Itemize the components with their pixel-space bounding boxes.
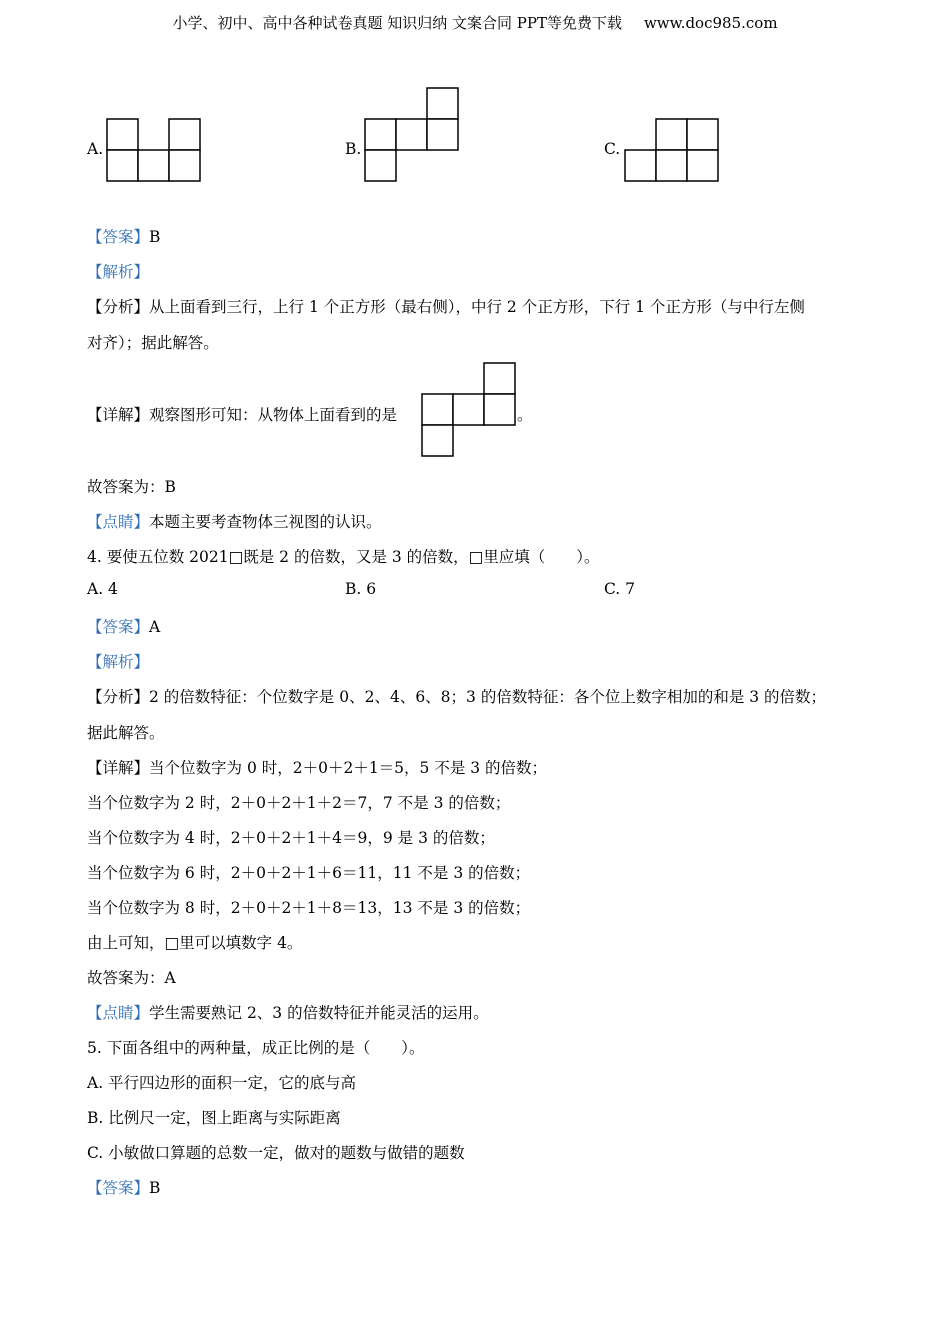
square (427, 119, 458, 150)
dianjing-tag: 【点睛】 (87, 513, 150, 531)
answer-value: B (149, 1179, 161, 1197)
square (365, 150, 396, 181)
q4-answer (87, 615, 160, 637)
square (169, 150, 200, 181)
detail-tag: 【详解】 (87, 759, 150, 777)
q3-detail-figure (421, 362, 517, 458)
q4-option-a: A. 4 (87, 580, 118, 598)
q3-option-b-figure (364, 87, 460, 183)
q3-detail-text (87, 403, 397, 425)
square (396, 119, 427, 150)
q4-analysis-tag: 【解析】 (87, 653, 150, 671)
square (169, 119, 200, 150)
q5-question: 5. 下面各组中的两种量，成正比例的是（ ）。 (87, 1039, 425, 1057)
fenxi-tag: 【分析】 (87, 688, 150, 706)
q3-dianjing (87, 510, 382, 532)
detail-text: 当个位数字为 0 时，2＋0＋2＋1＝5，5 不是 3 的倍数； (149, 759, 548, 777)
fenxi-tag: 【分析】 (87, 298, 150, 316)
header-site: www.doc985.com (643, 14, 778, 32)
q4-detail-line2: 当个位数字为 2 时，2＋0＋2＋1＋2＝7，7 不是 3 的倍数； (87, 794, 511, 812)
fenxi-text: 2 的倍数特征：个位数字是 0、2、4、6、8；3 的倍数特征：各个位上数字相加的和是 3 的倍数； (149, 688, 827, 706)
q4-conclusion: 故答案为：A (87, 969, 176, 987)
q3-fenxi-line1 (87, 295, 805, 317)
square (656, 119, 687, 150)
q5-option-c: C. 小敏做口算题的总数一定，做对的题数与做错的题数 (87, 1144, 465, 1162)
q4-fenxi-line2: 据此解答。 (87, 724, 165, 742)
q3-option-c-figure (624, 118, 720, 182)
detail-tag: 【详解】 (87, 406, 150, 424)
square (138, 150, 169, 181)
q4-fenxi-line1 (87, 685, 826, 707)
q3-analysis-tag: 【解析】 (87, 263, 150, 281)
detail-text: 观察图形可知：从物体上面看到的是 (149, 406, 398, 424)
square (365, 119, 396, 150)
q3-detail-end: 。 (517, 406, 533, 424)
answer-value: B (149, 228, 161, 246)
square (484, 394, 515, 425)
fenxi-text: 从上面看到三行，上行 1 个正方形（最右侧），中行 2 个正方形，下行 1 个正方形（与中行左侧 (149, 298, 805, 316)
q4-option-c: C. 7 (604, 580, 636, 598)
square (427, 88, 458, 119)
answer-tag: 【答案】 (87, 1179, 150, 1197)
square (422, 425, 453, 456)
square (422, 394, 453, 425)
q5-option-b: B. 比例尺一定，图上距离与实际距离 (87, 1109, 341, 1127)
dianjing-text: 学生需要熟记 2、3 的倍数特征并能灵活的运用。 (149, 1004, 489, 1022)
q3-fenxi-line2: 对齐）；据此解答。 (87, 334, 219, 352)
square (107, 150, 138, 181)
dianjing-tag: 【点睛】 (87, 1004, 150, 1022)
answer-tag: 【答案】 (87, 228, 150, 246)
answer-tag: 【答案】 (87, 618, 150, 636)
q5-answer (87, 1176, 160, 1198)
header-text: 小学、初中、高中各种试卷真题 知识归纳 文案合同 PPT等免费下载 (172, 14, 622, 32)
q4-question: 4. 要使五位数 2021□既是 2 的倍数，又是 3 的倍数，□里应填（ ）。 (87, 548, 600, 566)
q4-detail-line6: 由上可知，□里可以填数字 4。 (87, 934, 303, 952)
square (687, 150, 718, 181)
q3-answer (87, 225, 160, 247)
q4-dianjing (87, 1001, 489, 1023)
square (625, 150, 656, 181)
square (656, 150, 687, 181)
q3-conclusion: 故答案为：B (87, 478, 176, 496)
square (484, 363, 515, 394)
q4-detail-line1 (87, 756, 547, 778)
q4-detail-line4: 当个位数字为 6 时，2＋0＋2＋1＋6＝11，11 不是 3 的倍数； (87, 864, 531, 882)
q3-option-a-figure (106, 118, 202, 182)
q3-option-a-label: A. (87, 140, 104, 158)
q3-option-c-label: C. (604, 140, 621, 158)
q4-option-b: B. 6 (345, 580, 377, 598)
page-header (0, 12, 950, 33)
q4-detail-line3: 当个位数字为 4 时，2＋0＋2＋1＋4＝9，9 是 3 的倍数； (87, 829, 495, 847)
q3-option-b-label: B. (345, 140, 362, 158)
square (107, 119, 138, 150)
answer-value: A (149, 618, 161, 636)
q5-option-a: A. 平行四边形的面积一定，它的底与高 (87, 1074, 357, 1092)
square (687, 119, 718, 150)
square (453, 394, 484, 425)
dianjing-text: 本题主要考查物体三视图的认识。 (149, 513, 382, 531)
q4-detail-line5: 当个位数字为 8 时，2＋0＋2＋1＋8＝13，13 不是 3 的倍数； (87, 899, 531, 917)
